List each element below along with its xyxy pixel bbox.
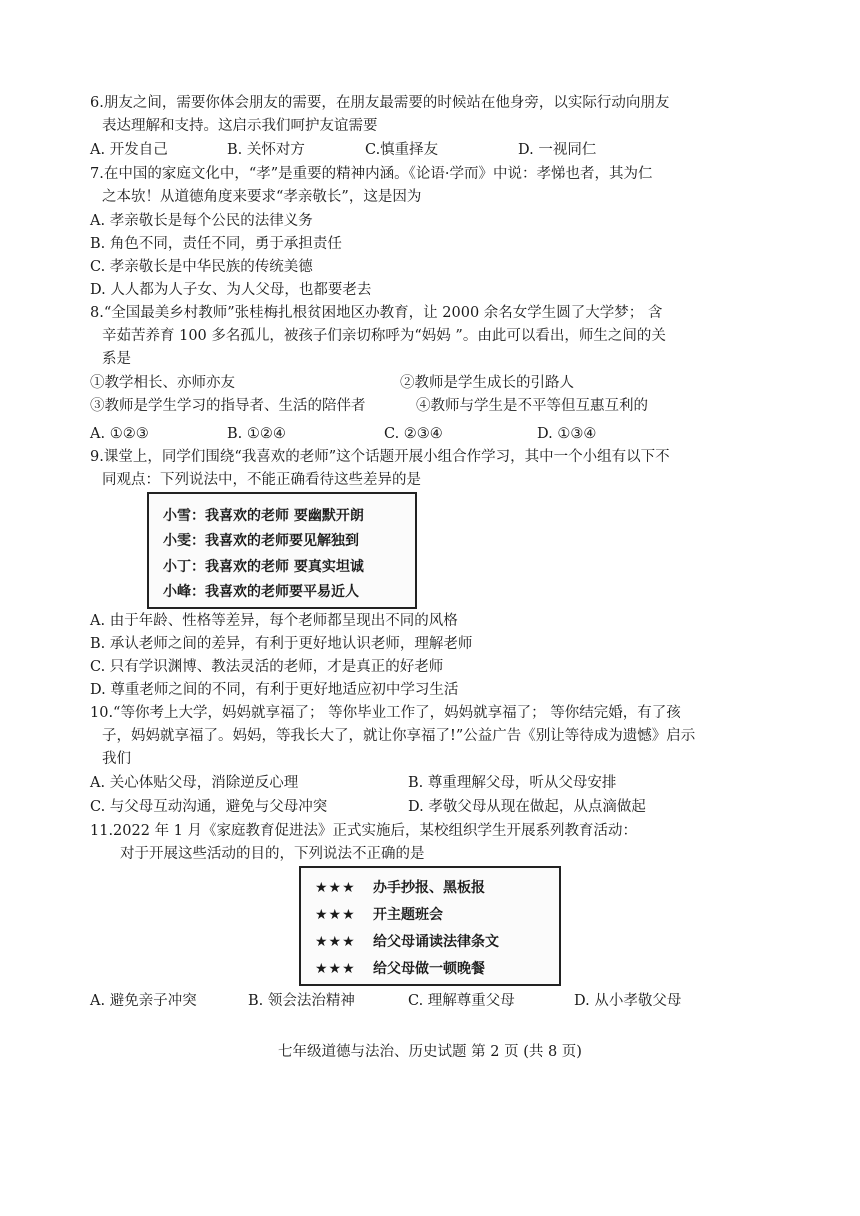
q8-stem-line-3: 系是: [102, 351, 131, 367]
page-footer: 七年级道德与法治、历史试题 第 2 页 (共 8 页): [278, 1044, 582, 1060]
q8-stem-line-2: 辛茹苦养育 100 多名孤儿，被孩子们亲切称呼为“妈妈 ”。由此可以看出，师生之间的关: [102, 328, 666, 344]
q8-statement-1: ①教学相长、亦师亦友: [90, 375, 235, 391]
activity-item: [315, 904, 443, 924]
q6-option-d: D. 一视同仁: [518, 142, 597, 158]
q11-option-b: B. 领会法治精神: [248, 993, 355, 1009]
q6-stem-line-1: 6.朋友之间，需要你体会朋友的需要，在朋友最需要的时候站在他身旁，以实际行动向朋友: [90, 95, 670, 111]
q8-option-c: C. ②③④: [384, 426, 443, 442]
q11-option-c: C. 理解尊重父母: [408, 993, 515, 1009]
viewpoint-xiaoding: 小丁：我喜欢的老师 要真实坦诚: [163, 559, 364, 575]
q11-option-d: D. 从小孝敬父母: [574, 993, 682, 1009]
q9-option-c: C. 只有学识渊博、教法灵活的老师，才是真正的好老师: [90, 659, 444, 675]
q8-statement-4: ④教师与学生是不平等但互惠互利的: [416, 398, 648, 414]
q6-option-a: A. 开发自己: [90, 142, 168, 158]
q10-option-c: C. 与父母互动沟通，避免与父母冲突: [90, 799, 328, 815]
q7-option-c: C. 孝亲敬长是中华民族的传统美德: [90, 259, 313, 275]
star-icon: ★★★: [315, 934, 356, 950]
q7-option-a: A. 孝亲敬长是每个公民的法律义务: [90, 213, 313, 229]
viewpoint-xiaoxue: 小雪：我喜欢的老师 要幽默开朗: [163, 508, 364, 524]
q10-option-d: D. 孝敬父母从现在做起，从点滴做起: [408, 799, 646, 815]
q10-stem-line-3: 我们: [102, 751, 131, 767]
q9-stem-line-2: 同观点：下列说法中，不能正确看待这些差异的是: [102, 472, 421, 488]
q11-activities-box: [299, 866, 561, 986]
q8-option-d: D. ①③④: [537, 426, 597, 442]
star-icon: ★★★: [315, 880, 356, 896]
q9-option-a: A. 由于年龄、性格等差异，每个老师都呈现出不同的风格: [90, 613, 458, 629]
q6-stem-line-2: 表达理解和支持。这启示我们呵护友谊需要: [102, 118, 378, 134]
q8-option-a: A. ①②③: [90, 426, 149, 442]
activity-label: 办手抄报、黑板报: [373, 880, 485, 896]
q10-stem-line-2: 子，妈妈就享福了。妈妈，等我长大了，就让你享福了!”公益广告《别让等待成为遗憾》启示: [102, 728, 696, 744]
q8-option-b: B. ①②④: [227, 426, 286, 442]
q6-option-c: C.慎重择友: [365, 142, 439, 158]
q9-viewpoints-box: [147, 492, 417, 609]
activity-label: 给父母诵读法律条文: [373, 934, 499, 950]
q9-option-b: B. 承认老师之间的差异，有利于更好地认识老师，理解老师: [90, 636, 473, 652]
star-icon: ★★★: [315, 907, 356, 923]
q11-stem-line-1: 11.2022 年 1 月《家庭教育促进法》正式实施后，某校组织学生开展系列教育活动：: [90, 823, 638, 839]
q6-option-b: B. 关怀对方: [227, 142, 305, 158]
activity-item: [315, 931, 499, 951]
q11-stem-line-2: 对于开展这些活动的目的，下列说法不正确的是: [120, 846, 425, 862]
viewpoint-xiaofeng: 小峰：我喜欢的老师要平易近人: [163, 584, 359, 600]
q10-stem-line-1: 10.“等你考上大学，妈妈就享福了； 等你毕业工作了，妈妈就享福了； 等你结完婚，有了孩: [90, 705, 681, 721]
q7-option-b: B. 角色不同，责任不同，勇于承担责任: [90, 236, 342, 252]
q8-statement-2: ②教师是学生成长的引路人: [400, 375, 574, 391]
activity-item: [315, 877, 485, 897]
activity-label: 开主题班会: [373, 907, 443, 923]
activity-item: [315, 958, 485, 978]
q8-statement-3: ③教师是学生学习的指导者、生活的陪伴者: [90, 398, 366, 414]
star-icon: ★★★: [315, 961, 356, 977]
q7-stem-line-2: 之本欤！从道德角度来要求“孝亲敬长”，这是因为: [102, 189, 422, 205]
activity-label: 给父母做一顿晚餐: [373, 961, 485, 977]
viewpoint-xiaowen: 小雯：我喜欢的老师要见解独到: [163, 533, 359, 549]
q10-option-a: A. 关心体贴父母，消除逆反心理: [90, 775, 299, 791]
q7-stem-line-1: 7.在中国的家庭文化中，“孝”是重要的精神内涵。《论语·学而》中说：孝悌也者，其为仁: [90, 166, 653, 182]
q9-stem-line-1: 9.课堂上，同学们围绕“我喜欢的老师”这个话题开展小组合作学习，其中一个小组有以下不: [90, 449, 670, 465]
q8-stem-line-1: 8.“全国最美乡村教师”张桂梅扎根贫困地区办教育，让 2000 余名女学生圆了大学梦； 含: [90, 305, 663, 321]
q11-option-a: A. 避免亲子冲突: [90, 993, 197, 1009]
q9-option-d: D. 尊重老师之间的不同，有利于更好地适应初中学习生活: [90, 682, 459, 698]
q7-option-d: D. 人人都为人子女、为人父母，也都要老去: [90, 282, 372, 298]
q10-option-b: B. 尊重理解父母，听从父母安排: [408, 775, 617, 791]
